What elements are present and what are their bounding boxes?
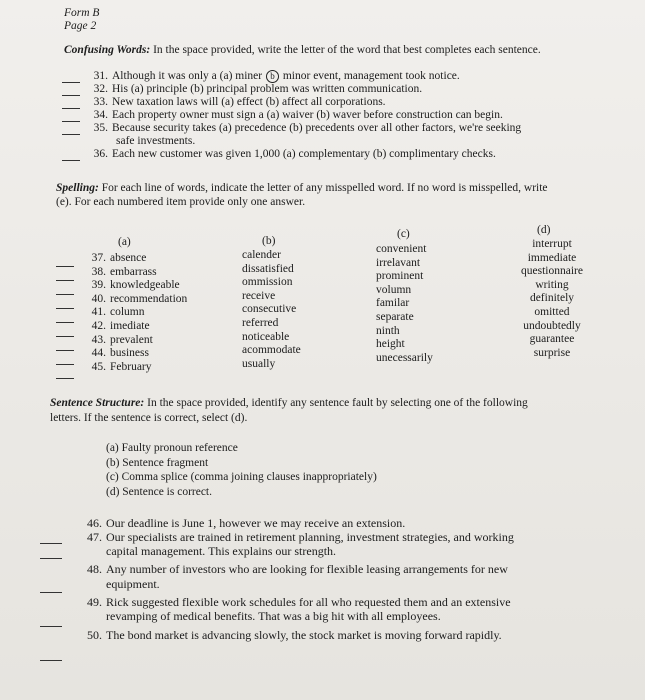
- row-number: 39.: [91, 279, 106, 292]
- spelling-column-c: [376, 243, 433, 365]
- question-48-continued: equipment.: [106, 577, 160, 591]
- question-34: [86, 109, 503, 122]
- question-text: Any number of investors who are looking for flexible leasing arrangements for new: [106, 562, 508, 576]
- confusing-instruction-text: In the space provided, write the letter of the word that best completes each sentence.: [153, 44, 541, 56]
- question-50: [80, 629, 502, 642]
- question-46: [80, 517, 405, 530]
- word-a: February: [110, 360, 152, 373]
- question-number: 48.: [87, 562, 102, 576]
- question-33: [86, 96, 386, 109]
- word-c: convenient: [376, 243, 427, 255]
- answer-blank-48[interactable]: [40, 592, 62, 593]
- word-d: omitted: [534, 305, 570, 318]
- confusing-instruction: [64, 43, 541, 57]
- question-text: New taxation laws will (a) effect (b) affect all corporations.: [112, 96, 386, 108]
- answer-blank-50[interactable]: [40, 660, 62, 661]
- question-47: [80, 531, 514, 544]
- answer-blank-40[interactable]: [56, 308, 74, 309]
- option-c: (c) Comma splice (comma joining clauses inappropriately): [106, 471, 377, 483]
- question-32: [86, 83, 422, 96]
- question-text: Our deadline is June 1, however we may receive an extension.: [106, 516, 406, 530]
- spelling-row: [84, 320, 187, 334]
- word-c: unecessarily: [376, 351, 433, 364]
- spelling-row: [84, 252, 187, 266]
- option-a: (a) Faulty pronoun reference: [106, 442, 238, 454]
- word-a: imediate: [110, 319, 150, 332]
- word-b: consecutive: [242, 303, 297, 316]
- spelling-instruction: [56, 181, 548, 195]
- column-header-a: (a): [118, 236, 131, 248]
- spelling-row: [84, 266, 187, 280]
- question-number: 50.: [87, 628, 102, 642]
- question-number: 33.: [93, 96, 108, 108]
- answer-blank-47[interactable]: [40, 558, 62, 559]
- question-text: Each property owner must sign a (a) waiver (b) waver before construction can begin.: [112, 109, 503, 121]
- word-c: ninth: [376, 324, 400, 337]
- row-number: 45.: [91, 360, 106, 373]
- word-c: height: [376, 338, 405, 351]
- spelling-instruction-line2: (e). For each numbered item provide only one answer.: [56, 196, 306, 208]
- option-b: (b) Sentence fragment: [106, 456, 209, 469]
- answer-blank-39[interactable]: [56, 294, 74, 295]
- question-number: 35.: [93, 122, 108, 134]
- structure-instruction: [50, 396, 528, 410]
- word-a: prevalent: [110, 333, 153, 346]
- row-number: 37.: [91, 252, 106, 264]
- spelling-row: [84, 279, 187, 293]
- spelling-row: [84, 306, 187, 320]
- question-text: Because security takes (a) precedence (b) precedents over all other factors, we're seeking: [112, 122, 522, 134]
- word-d: interrupt: [532, 238, 572, 250]
- answer-blank-41[interactable]: [56, 322, 74, 323]
- question-31: [86, 70, 460, 83]
- row-number: 44.: [91, 347, 106, 360]
- question-number: 46.: [87, 516, 102, 530]
- question-text: Rick suggested flexible work schedules for all who requested them and an extensive: [106, 595, 511, 609]
- question-text-end: minor event, management took notice.: [279, 70, 460, 82]
- question-text: The bond market is advancing slowly, the stock market is moving forward rapidly.: [106, 628, 502, 642]
- word-c: familar: [376, 297, 410, 310]
- question-text: Our specialists are trained in retirement planning, investment strategies, and working: [106, 530, 514, 544]
- column-header-d: (d): [537, 224, 551, 236]
- word-b: noticeable: [242, 330, 290, 343]
- word-c: separate: [376, 310, 414, 323]
- structure-instruction-line2: letters. If the sentence is correct, select (d).: [50, 412, 248, 424]
- question-35: [86, 122, 521, 135]
- word-d: definitely: [529, 292, 575, 305]
- structure-instruction-line1: In the space provided, identify any sentence fault by selecting one of the following: [147, 397, 528, 409]
- word-a: absence: [110, 252, 147, 264]
- word-d: writing: [535, 278, 569, 291]
- word-a: embarrass: [110, 265, 157, 278]
- row-number: 41.: [91, 306, 106, 319]
- spelling-column-b: [242, 249, 301, 371]
- answer-blank-36[interactable]: [62, 160, 80, 161]
- word-b: usually: [242, 357, 276, 370]
- spelling-row: [84, 361, 187, 375]
- row-number: 38.: [91, 265, 106, 278]
- row-number: 40.: [91, 292, 106, 305]
- word-d: questionnaire: [521, 265, 583, 278]
- row-number: 42.: [91, 319, 106, 332]
- word-a: business: [110, 347, 149, 360]
- spelling-row: [84, 334, 187, 348]
- spelling-row: [84, 347, 187, 361]
- question-text: Each new customer was given 1,000 (a) complementary (b) complimentary checks.: [112, 148, 496, 160]
- word-a: recommendation: [110, 292, 188, 305]
- question-text: His (a) principle (b) principal problem was written communication.: [112, 83, 423, 95]
- question-47-continued: capital management. This explains our strength.: [106, 544, 337, 558]
- form-label: Form B: [64, 7, 100, 19]
- word-c: irrelavant: [376, 256, 421, 269]
- page-label: Page 2: [64, 20, 97, 32]
- question-text: Although it was only a (a) miner: [112, 70, 265, 82]
- word-c: prominent: [376, 270, 424, 283]
- column-header-c: (c): [397, 228, 410, 240]
- row-number: 43.: [91, 333, 106, 346]
- spelling-column-a: [84, 252, 187, 374]
- word-d: immediate: [527, 251, 577, 264]
- word-d: surprise: [533, 346, 571, 359]
- spelling-instruction-line1: For each line of words, indicate the letter of any misspelled word. If no word is misspelled, write: [101, 182, 548, 194]
- option-d: (d) Sentence is correct.: [106, 485, 213, 498]
- answer-blank-42[interactable]: [56, 336, 74, 337]
- word-b: receive: [242, 289, 276, 302]
- answer-blank-38[interactable]: [56, 280, 74, 281]
- question-number: 31.: [93, 70, 108, 82]
- word-b: dissatisfied: [242, 262, 294, 275]
- answer-blank-33[interactable]: [62, 108, 80, 109]
- answer-blank-32[interactable]: [62, 95, 80, 96]
- answer-blank-35[interactable]: [62, 134, 80, 135]
- answer-blank-37[interactable]: [56, 266, 74, 267]
- question-35-continued: safe investments.: [116, 135, 196, 147]
- word-b: calender: [242, 249, 281, 261]
- question-number: 47.: [87, 530, 102, 544]
- question-number: 32.: [93, 83, 108, 95]
- word-b: acommodate: [242, 344, 301, 357]
- answer-blank-34[interactable]: [62, 121, 80, 122]
- spelling-title: Spelling:: [56, 182, 99, 194]
- circled-answer-mark: b: [266, 70, 279, 83]
- word-c: volumn: [376, 283, 412, 296]
- word-b: referred: [242, 316, 279, 329]
- question-48: [80, 563, 508, 576]
- answer-blank-49[interactable]: [40, 626, 62, 627]
- spelling-column-d: [510, 238, 594, 360]
- question-number: 49.: [87, 595, 102, 609]
- confusing-title: Confusing Words:: [64, 44, 151, 56]
- question-49-continued: revamping of medical benefits. That was a big hit with all employees.: [106, 609, 441, 623]
- answer-blank-31[interactable]: [62, 82, 80, 83]
- answer-blank-44[interactable]: [56, 364, 74, 365]
- question-36: [86, 148, 496, 161]
- word-d: undoubtedly: [523, 319, 581, 332]
- word-d: guarantee: [529, 333, 575, 346]
- answer-blank-46[interactable]: [40, 543, 62, 544]
- fault-options: [106, 441, 377, 499]
- answer-blank-45[interactable]: [56, 378, 74, 379]
- spelling-row: [84, 293, 187, 307]
- structure-title: Sentence Structure:: [50, 397, 145, 409]
- question-number: 34.: [93, 109, 108, 121]
- column-header-b: (b): [262, 235, 276, 247]
- answer-blank-43[interactable]: [56, 350, 74, 351]
- word-a: column: [110, 306, 145, 319]
- word-a: knowledgeable: [110, 279, 180, 292]
- word-b: ommission: [242, 276, 293, 289]
- question-49: [80, 596, 511, 609]
- question-number: 36.: [93, 148, 108, 160]
